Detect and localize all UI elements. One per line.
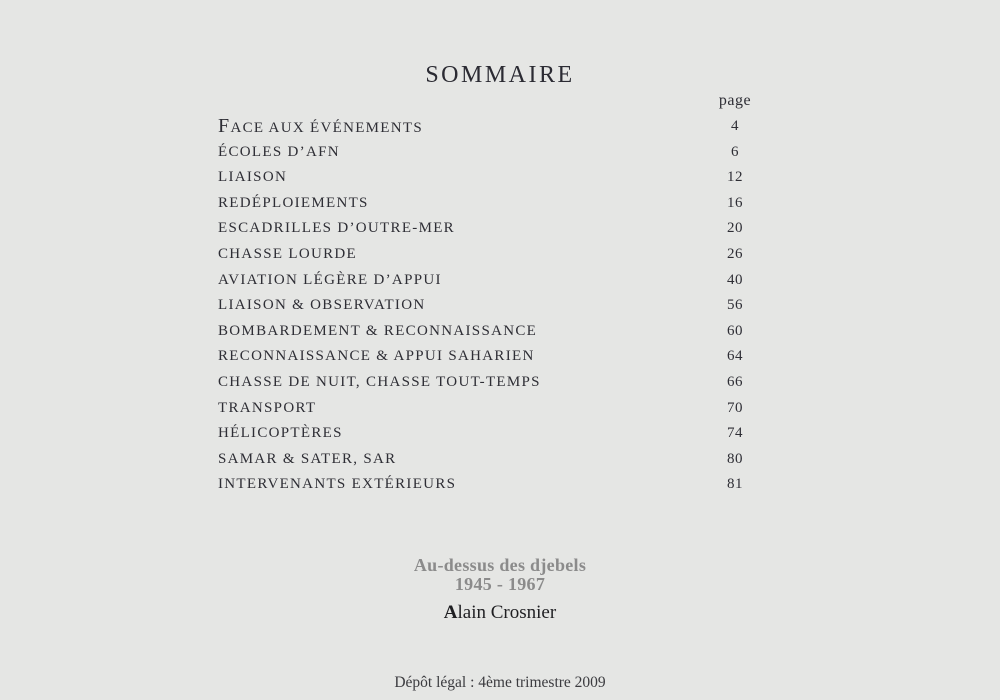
toc-entry — [218, 421, 765, 447]
toc-entry-title: RECONNAISSANCE & APPUI SAHARIEN — [218, 348, 535, 365]
toc-entry — [218, 268, 765, 294]
toc-entry-title: BOMBARDEMENT & RECONNAISSANCE — [218, 322, 538, 339]
toc-entry-page-number: 20 — [727, 220, 743, 237]
toc-entry-page-number: 4 — [731, 118, 739, 134]
author-name: Alain Crosnier — [443, 602, 557, 623]
toc-entry — [218, 344, 765, 370]
toc-entry-page-number: 60 — [727, 322, 743, 339]
toc-entry-page-number: 80 — [727, 450, 743, 467]
page-title: SOMMAIRE — [425, 62, 575, 88]
toc-entry — [218, 396, 765, 422]
toc-entry-page-number: 64 — [727, 348, 743, 365]
toc-entry-title: SAMAR & SATER, SAR — [218, 450, 397, 467]
toc-entry-page-number: 66 — [727, 373, 743, 390]
toc-entry-title: CHASSE LOURDE — [218, 245, 357, 262]
toc-entry — [218, 191, 765, 217]
toc-entry-page-number: 16 — [727, 194, 743, 211]
toc-entry-page-number: 6 — [731, 143, 739, 160]
toc-entry-page-number: 40 — [727, 271, 743, 288]
toc-entry-page-number: 74 — [727, 425, 743, 442]
toc-entry — [218, 293, 765, 319]
toc-entry-title: TRANSPORT — [218, 399, 317, 416]
toc-entry-page-number: 56 — [727, 297, 743, 314]
toc-entry — [218, 472, 765, 498]
toc-entry-title: INTERVENANTS EXTÉRIEURS — [218, 476, 457, 493]
toc-entry-page-number: 70 — [727, 399, 743, 416]
toc-entry-title: ESCADRILLES D’OUTRE-MER — [218, 220, 455, 237]
toc-entry-title: FACE AUX ÉVÉNEMENTS — [218, 115, 423, 137]
toc-entry-page-number: 81 — [727, 476, 743, 493]
toc-entry — [218, 447, 765, 473]
toc-entry — [218, 114, 765, 140]
toc-entry-title: REDÉPLOIEMENTS — [218, 194, 369, 211]
book-years: 1945 - 1967 — [454, 574, 546, 594]
book-title: Au-dessus des djebels — [413, 555, 587, 575]
toc-entry — [218, 216, 765, 242]
toc-entry-title: ÉCOLES D’AFN — [218, 143, 340, 160]
toc-entry — [218, 165, 765, 191]
toc-entry — [218, 319, 765, 345]
toc-entry-title: LIAISON — [218, 169, 288, 186]
colophon — [0, 556, 1000, 623]
toc-entry-title: HÉLICOPTÈRES — [218, 425, 343, 442]
toc-entry — [218, 370, 765, 396]
toc-entry-page-number: 12 — [727, 169, 743, 186]
toc-list — [218, 114, 765, 498]
toc-entry-title: AVIATION LÉGÈRE D’APPUI — [218, 271, 442, 288]
toc-entry-page-number: 26 — [727, 245, 743, 262]
toc-entry-title: LIAISON & OBSERVATION — [218, 297, 426, 314]
legal-deposit-notice: Dépôt légal : 4ème trimestre 2009 — [394, 674, 606, 691]
toc-entry — [218, 242, 765, 268]
page-column-label: page — [718, 92, 752, 109]
toc-entry — [218, 140, 765, 166]
toc-entry-title: CHASSE DE NUIT, CHASSE TOUT-TEMPS — [218, 373, 541, 390]
